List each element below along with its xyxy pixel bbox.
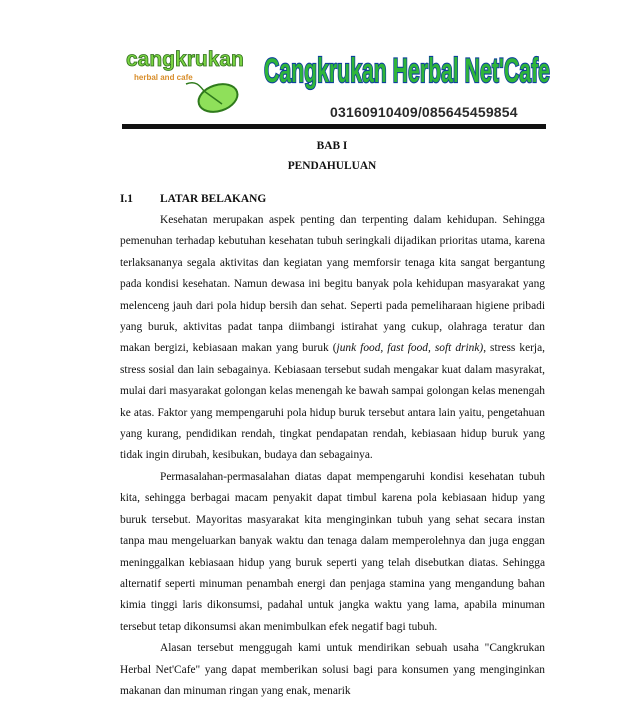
cangkrukan-logo: [124, 44, 252, 120]
body-text: [120, 210, 545, 702]
section-title: LATAR BELAKANG: [160, 193, 267, 205]
paragraph-3: Alasan tersebut menggugah kami untuk mendirikan sebuah usaha "Cangkrukan Herbal Net'Cafe" yang dapat memberikan solusi bagi para konsumen yang menginginkan makanan dan minuman ringan yang enak, menarik: [120, 642, 545, 697]
logo-text-main: cangkrukan: [126, 48, 244, 71]
logo-text-sub: herbal and cafe: [134, 73, 193, 82]
chapter-number: BAB I: [316, 140, 348, 152]
mouse-icon: [186, 79, 241, 116]
chapter-title: PENDAHULUAN: [287, 160, 377, 172]
brand-title-text: Cangkrukan Herbal Net'Cafe: [264, 52, 550, 90]
section-number: I.1: [120, 193, 133, 205]
paragraph-1: [120, 210, 545, 467]
paragraph-2: Permasalahan-permasalahan diatas dapat mempengaruhi kondisi kesehatan tubuh kita, sehingga berbagai macam penyakit dapat timbul karena pola kebiasaan hidup yang buruk tersebut. Mayoritas masyarakat kita menginginkan tubuh yang sehat secara instan tanpa mau mengeluarkan banyak waktu dan tenaga dalam memperolehnya dan juga enggan meninggalkan kebiasaan hidup yang buruk seperti yang telah disebutkan diatas. Sehingga alternatif seperti minuman penambah energi dan penjaga stamina yang mengandung bahan kimia tinggi laris dikonsumsi, padahal untuk jangka waktu yang lama, apabila minuman tersebut tetap dikonsumsi akan menimbulkan efek negatif bagi tubuh.: [120, 470, 545, 633]
paragraph-1-italic: junk food, fast food, soft drink): [336, 342, 484, 355]
brand-title: [262, 40, 552, 96]
paragraph-1-text: Kesehatan merupakan aspek penting dan terpenting dalam kehidupan. Sehingga pemenuhan terhadap kebutuhan kesehatan tubuh seringkali dijadikan prioritas utama, karena terlaksananya segala aktivitas dan kegiatan yang memforsir tenaga kita sangat bergantung pada kondisi kesehatan. Namun dewasa ini begitu banyak pola kehidupan masyarakat yang melenceng jauh dari pola hidup bersih dan sehat. Seperti pada pemeliharaan higiene pribadi yang buruk, aktivitas padat tanpa diimbangi istirahat yang cukup, olahraga teratur dan makan bergizi, kebiasaan makan yang buruk (: [120, 214, 545, 355]
phone-number: 03160910409/085645459854: [330, 104, 518, 120]
header-divider: [122, 124, 546, 129]
paragraph-1-text-cont: , stress kerja, stress sosial dan lain sebagainya. Kebiasaan tersebut sudah mengakar kuat dalam masyrakat, mulai dari masyarakat golongan kelas menengah ke bawah sampai golongan kelas menengah ke atas. Faktor yang mempengaruhi pola hidup buruk tersebut antara lain yaitu, pengetahuan yang kurang, pendidikan rendah, tingkat pendapatan rendah, kebiasaan hidup buruk yang tidak ingin dirubah, kesibukan, budaya dan sebagainya.: [120, 342, 545, 462]
